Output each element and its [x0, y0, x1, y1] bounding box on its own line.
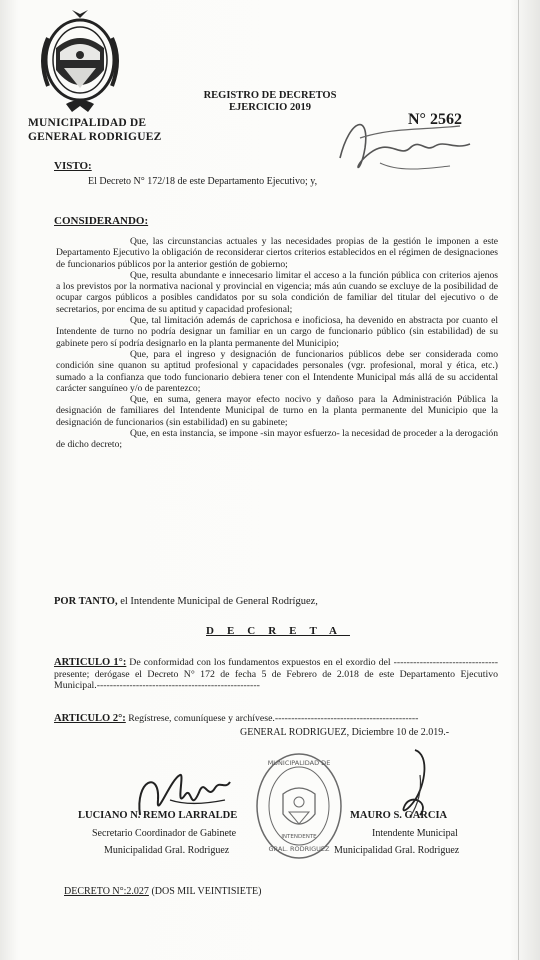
seal-bottom-text: GRAL. RODRIGUEZ — [268, 845, 330, 853]
articulo-1-text: De conformidad con los fundamentos expuestos en el exordio del -------------------------------- presente; derógase el Decreto N° 172 de fecha 5 de Febrero de 2.018 de este Departamento Ejecutivo Municipal.-------------------------------------------------- — [54, 657, 498, 691]
municipality-name — [28, 116, 161, 144]
signatory-2-muni: Municipalidad Gral. Rodriguez — [334, 845, 460, 856]
municipality-line2: GENERAL RODRIGUEZ — [28, 131, 162, 143]
decree-number-value: DECRETO N°:2.027 — [64, 886, 149, 897]
signatory-1-role: Secretario Coordinador de Gabinete — [92, 828, 237, 839]
top-signature-icon — [330, 108, 480, 188]
por-tanto-lead: POR TANTO, — [54, 596, 118, 607]
seal-top-text: MUNICIPALIDAD DE — [267, 759, 331, 767]
considerando-paragraph: Que, en suma, genera mayor efecto nocivo y dañoso para la Administración Pública la designación de familiares del Intendente Municipal de turno en la planta permanente del Municipio que la designación de funcionarios (sin estabilidad) en su gabinete; — [56, 394, 498, 428]
considerando-paragraph: Que, resulta abundante e innecesario limitar el acceso a la función pública con criterios ajenos a los previstos por la normativa nacional y provincial en vigencia; más aún cuando se excluye de la posibilidad de ocupar cargos públicos a posibles candidatos por su sola condición de familiar del titular del ejecutivo o de secretarios, por encima de su aptitud y capacidad profesional; — [56, 269, 498, 315]
page-edge — [518, 0, 519, 960]
signatory-2-role: Intendente Municipal — [372, 828, 458, 839]
articulo-1-heading: ARTICULO 1°: — [54, 657, 127, 668]
considerando-paragraph: Que, para el ingreso y designación de funcionarios públicos debe ser considerada como condición sine quanon su aptitud profesional y capacidades personales (vgr. profesional, moral y ética, etc.) sumado a la confianza que todo funcionario debiera tener con el Intendente Municipal más allá de su accidental carácter sanguíneo y/o de parentezco; — [56, 348, 498, 394]
decreta-heading: DECRETA — [206, 625, 350, 637]
considerando-heading: CONSIDERANDO: — [54, 215, 149, 227]
place-date: GENERAL RODRIGUEZ, Diciembre 10 de 2.019.- — [240, 727, 450, 738]
decree-number — [64, 886, 261, 897]
articulo-2 — [54, 713, 498, 725]
coat-of-arms-icon — [30, 8, 130, 120]
registry-line2: EJERCICIO 2019 — [229, 102, 311, 113]
registry-line1: REGISTRO DE DECRETOS — [203, 90, 337, 101]
registry-number: N° 2562 — [408, 111, 462, 128]
por-tanto-text: el Intendente Municipal de General Rodríguez, — [117, 596, 318, 607]
visto-text: El Decreto N° 172/18 de este Departamento Ejecutivo; y, — [88, 176, 318, 187]
visto-heading: VISTO: — [54, 160, 92, 172]
considerando-paragraph: Que, en esta instancia, se impone -sin mayor esfuerzo- la necesidad de proceder a la derogación de dicho decreto; — [56, 428, 498, 451]
signatory-1-name: LUCIANO N. REMO LARRALDE — [78, 810, 238, 821]
municipal-seal-icon — [255, 752, 343, 860]
municipality-line1: MUNICIPALIDAD DE — [28, 117, 147, 129]
signatory-1-muni: Municipalidad Gral. Rodriguez — [104, 845, 230, 856]
signatory-2-name: MAURO S. GARCIA — [350, 810, 448, 821]
decree-number-words: (DOS MIL VEINTISIETE) — [148, 886, 262, 897]
por-tanto — [54, 596, 318, 607]
considerando-paragraph: Que, las circunstancias actuales y las necesidades propias de la gestión le imponen a este Departamento Ejecutivo la obligación de reconsiderar ciertos criterios establecidos en el régimen de designaciones de funcionarios públicos por la anterior gestión de gobierno; — [56, 236, 498, 270]
considerando-paragraph: Que, tal limitación además de caprichosa e inoficiosa, ha devenido en abstracta por cuanto el Intendente de turno no podría designar un familiar en un cargo de funcionario público (sin estabilidad) de su gabinete pero sí podría designarlo en la planta permanente del Municipio; — [56, 315, 498, 349]
articulo-1 — [54, 657, 498, 692]
seal-center-text: INTENDENTE — [281, 834, 317, 840]
articulo-2-text: Regístrese, comuníquese y archívese.-------------------------------------------- — [125, 713, 419, 724]
considerando-body — [56, 236, 498, 451]
articulo-2-heading: ARTICULO 2°: — [54, 713, 126, 724]
